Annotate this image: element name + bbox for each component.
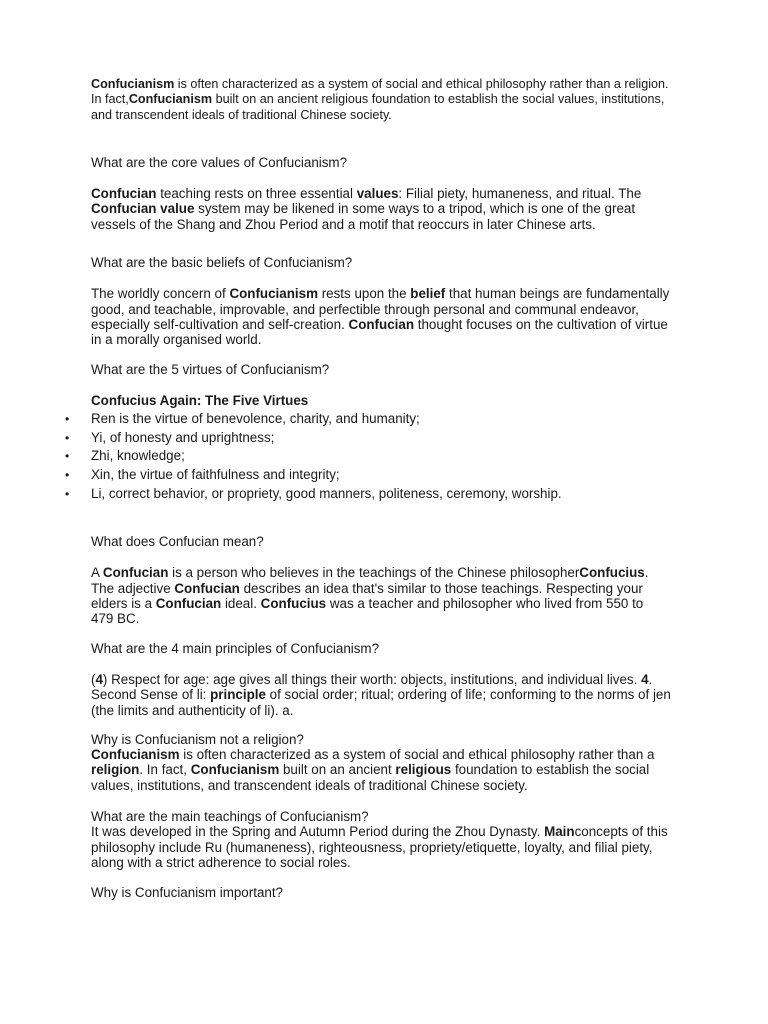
question-confucian-meaning: What does Confucian mean? xyxy=(91,534,264,550)
virtues-heading: Confucius Again: The Five Virtues xyxy=(91,392,309,408)
text-run: . Second Sense of li: xyxy=(91,671,653,703)
text-run: describes an idea that's similar to those teachings. Respecting your elders is a xyxy=(91,580,643,612)
answer-core-values xyxy=(91,186,681,232)
text-run: system may be likened in some ways to a tripod, which is one of the great vessels of the Shang and Zhou Period and a motif that reoccurs in later Chinese arts. xyxy=(91,201,636,232)
bold-term: Confucian xyxy=(174,580,240,596)
bold-term: 4 xyxy=(641,671,649,687)
text-run: is often characterized as a system of social and ethical philosophy rather than a religion. In fact, xyxy=(91,77,669,107)
question-main-teachings: What are the main teachings of Confucianism? xyxy=(91,808,369,824)
text-run: concepts of this philosophy include Ru (humaneness), righteousness, propriety/etiquette, loyalty, and filial piety, along with a strict adherence to social roles. xyxy=(91,824,668,870)
bold-term: religion xyxy=(91,762,140,778)
text-run: foundation to establish the social values, institutions, and transcendent ideals of traditional Chinese society. xyxy=(91,762,650,793)
list-item-text: Li, correct behavior, or propriety, good manners, politeness, ceremony, worship. xyxy=(91,485,562,501)
bold-term: Confucian value xyxy=(91,201,195,217)
text-run: ) Respect for age: age gives all things their worth: objects, institutions, and individual lives. xyxy=(102,671,642,687)
bold-term: belief xyxy=(410,286,446,302)
document-page xyxy=(65,77,691,901)
text-run: is a person who believes in the teachings of the Chinese philosopher xyxy=(168,565,580,581)
text-run: thought focuses on the cultivation of virtue in a morally organised world. xyxy=(91,316,668,348)
bold-term: Confucianism xyxy=(128,92,213,107)
text-run: It was developed in the Spring and Autumn Period during the Zhou Dynasty. xyxy=(91,824,545,840)
bold-term: Confucian xyxy=(102,565,169,581)
intro-paragraph xyxy=(91,77,681,123)
bold-term: Confucianism xyxy=(229,286,318,302)
list-item-text: Zhi, knowledge; xyxy=(91,448,185,464)
answer-not-religion xyxy=(91,747,681,793)
text-run: is often characterized as a system of social and ethical philosophy rather than a xyxy=(179,747,655,763)
bullet-icon: • xyxy=(65,412,70,427)
text-run: rests upon the xyxy=(317,286,411,302)
bold-term: 4 xyxy=(95,671,103,687)
list-item xyxy=(65,447,691,466)
text-run: built on an ancient religious foundation to establish the social values, institutions, and transcendent ideals of traditional Chinese society. xyxy=(91,92,665,122)
bold-term: Confucius xyxy=(579,565,645,581)
bold-term: religious xyxy=(395,762,452,778)
list-item xyxy=(65,410,691,429)
bold-term: Confucian xyxy=(155,596,222,612)
bullet-icon: • xyxy=(65,449,70,464)
question-basic-beliefs: What are the basic beliefs of Confucianism? xyxy=(91,255,353,271)
question-main-principles: What are the 4 main principles of Confucianism? xyxy=(91,640,380,656)
bold-term: Confucianism xyxy=(91,747,180,763)
text-run: A xyxy=(91,565,103,581)
question-five-virtues: What are the 5 virtues of Confucianism? xyxy=(91,361,330,377)
text-run: ideal. xyxy=(221,596,261,612)
virtues-list xyxy=(65,410,691,503)
text-run: was a teacher and philosopher who lived from 550 to 479 BC. xyxy=(91,596,644,627)
text-run: The worldly concern of xyxy=(91,286,230,302)
bullet-icon: • xyxy=(65,486,70,501)
bold-term: values xyxy=(356,186,399,202)
text-run: . In fact, xyxy=(139,762,191,778)
bullet-icon: • xyxy=(65,467,70,482)
bullet-icon: • xyxy=(65,430,70,445)
text-run: of social order; ritual; ordering of life; conforming to the norms of jen (the limits and authenticity of li). a. xyxy=(91,687,671,718)
list-item-text: Xin, the virtue of faithfulness and integrity; xyxy=(91,466,340,482)
bold-term: Confucius xyxy=(260,596,327,612)
list-item xyxy=(65,429,691,448)
question-not-religion: Why is Confucianism not a religion? xyxy=(91,731,304,747)
text-run: teaching rests on three essential xyxy=(156,186,357,202)
text-run: . The adjective xyxy=(91,565,649,596)
answer-confucian-meaning xyxy=(91,565,651,626)
answer-main-principles xyxy=(91,672,681,718)
bold-term: Main xyxy=(544,824,575,840)
list-item-text: Ren is the virtue of benevolence, charity, and humanity; xyxy=(91,411,420,427)
answer-main-teachings xyxy=(91,824,686,870)
bold-term: Confucianism xyxy=(91,77,175,91)
list-item xyxy=(65,485,691,504)
bold-term: Confucianism xyxy=(190,762,280,778)
text-run: built on an ancient xyxy=(279,762,396,778)
text-run: ( xyxy=(91,671,96,687)
bold-term: Confucian xyxy=(91,186,157,202)
question-why-important: Why is Confucianism important? xyxy=(91,885,284,901)
answer-basic-beliefs xyxy=(91,286,681,347)
question-core-values: What are the core values of Confucianism? xyxy=(91,154,348,170)
list-item-text: Yi, of honesty and uprightness; xyxy=(91,429,275,445)
text-run: that human beings are fundamentally good, and teachable, improvable, and perfectible through personal and communal endeavor, especially self-cultivation and self-creation. xyxy=(91,286,670,332)
list-item xyxy=(65,466,691,485)
bold-term: Confucian xyxy=(348,316,414,332)
text-run: : Filial piety, humaneness, and ritual. The xyxy=(398,186,642,202)
bold-term: principle xyxy=(210,687,266,703)
